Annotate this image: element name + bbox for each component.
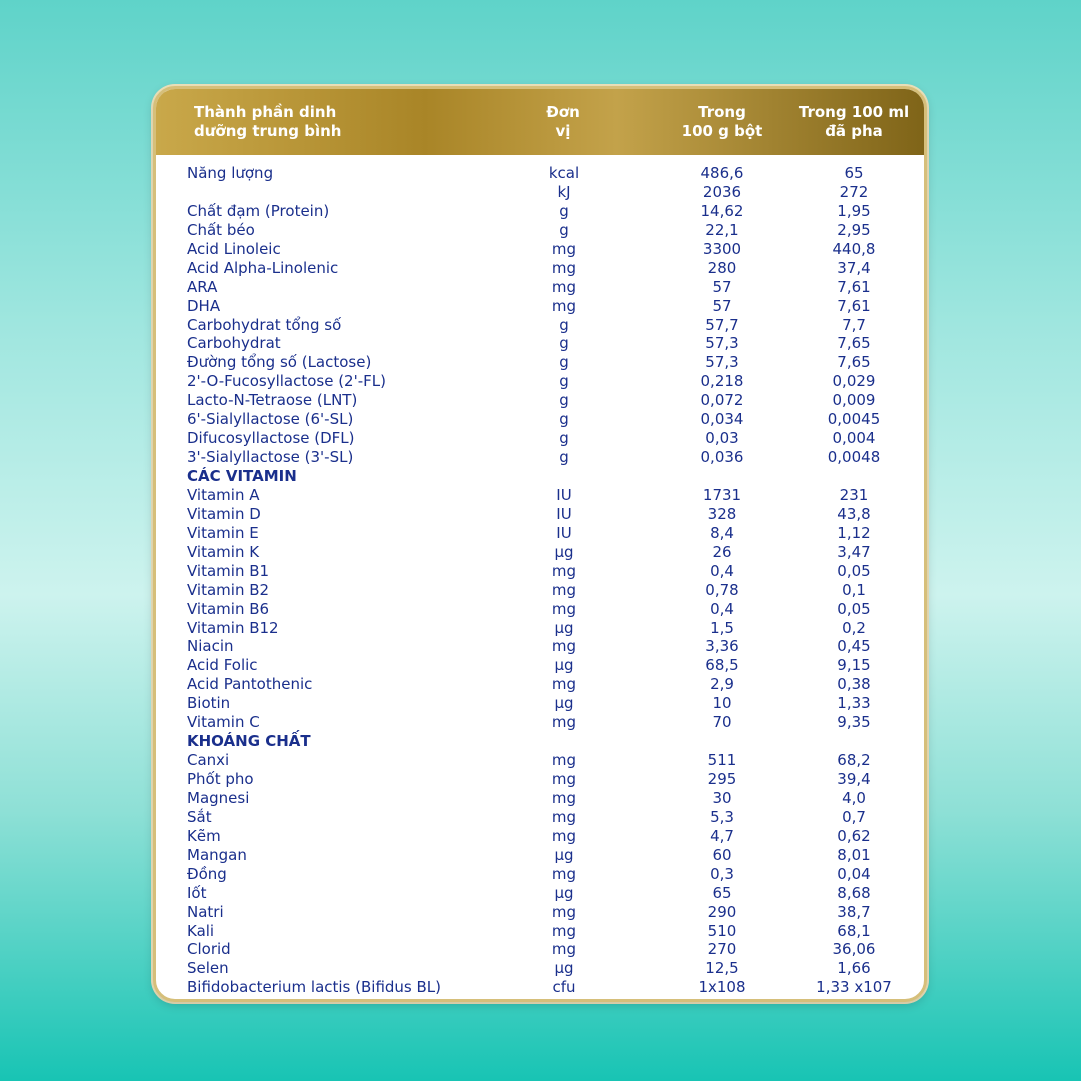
unit-cell: µg [554,694,574,713]
table-row [156,884,924,903]
table-row [156,429,924,448]
nutrient-name: 2'-O-Fucosyllactose (2'-FL) [187,372,386,391]
unit-cell: g [559,429,569,448]
per-100ml-cell: 7,61 [837,277,871,296]
header-per-100ml-line2: đã pha [825,122,883,140]
unit-cell: µg [554,883,574,902]
per-100ml-cell: 1,95 [837,201,871,220]
unit-cell: g [559,220,569,239]
unit-cell: g [559,315,569,334]
per-100g-cell: 60 [712,845,732,864]
per-100ml-cell: 68,2 [837,751,871,770]
per-100g-cell: 1x108 [698,978,746,997]
per-100ml-cell: 4,0 [842,788,866,807]
nutrient-name: Phốt pho [187,770,254,788]
table-row [156,353,924,372]
table-row [156,221,924,240]
nutrient-name: Vitamin E [187,523,259,542]
per-100g-cell: 65 [712,883,732,902]
per-100g-cell: 486,6 [700,164,744,182]
per-100g-cell: 5,3 [710,807,734,826]
per-100g-cell: 2036 [702,182,742,201]
per-100g-cell: 0,78 [705,580,739,599]
table-row [156,903,924,922]
per-100ml-cell: 0,1 [842,580,866,599]
unit-cell: mg [551,580,577,599]
unit-cell: mg [551,770,577,788]
unit-cell: mg [551,599,577,618]
table-row [156,808,924,827]
nutrient-name: 6'-Sialyllactose (6'-SL) [187,410,354,429]
per-100g-cell: 290 [707,902,737,921]
per-100g-cell: 510 [707,921,737,940]
unit-cell: IU [556,504,572,523]
nutrient-name: DHA [187,296,221,315]
table-row [156,846,924,865]
per-100ml-cell: 0,62 [837,826,871,845]
per-100ml-cell: 0,029 [832,372,876,391]
per-100g-cell: 2,9 [710,675,734,694]
table-row [156,316,924,335]
nutrient-name: Đường tổng số (Lactose) [187,353,372,372]
unit-cell: g [559,334,569,353]
per-100ml-cell: 9,35 [837,713,871,732]
nutrient-name: Đồng [187,864,227,883]
per-100g-cell: 30 [712,788,732,807]
unit-cell: µg [554,618,574,637]
nutrient-name: ARA [187,277,218,296]
header-unit-line2: vị [555,122,571,140]
per-100g-cell: 1731 [702,485,742,504]
nutrient-name: Acid Folic [187,656,258,675]
nutrition-table-card [153,86,927,1002]
unit-cell: IU [556,523,572,542]
per-100ml-cell: 8,68 [837,883,871,902]
nutrient-name: Acid Linoleic [187,239,281,258]
table-row [156,334,924,353]
nutrient-name: CÁC VITAMIN [187,467,297,485]
per-100ml-cell: 43,8 [837,504,871,523]
nutrient-name: Natri [187,902,224,921]
per-100ml-cell: 0,38 [837,675,871,694]
table-row [156,543,924,562]
table-row [156,486,924,505]
unit-cell: mg [551,239,577,258]
nutrient-name: Bifidobacterium lactis (Bifidus BL) [187,978,442,997]
per-100g-cell: 10 [712,694,732,713]
per-100g-cell: 0,036 [700,448,744,467]
table-row [156,770,924,789]
header-per-100ml [784,103,924,141]
per-100g-cell: 270 [707,940,737,959]
per-100g-cell: 12,5 [705,959,739,978]
per-100g-cell: 1,5 [710,618,734,637]
header-unit [533,103,593,141]
per-100g-cell: 280 [707,258,737,277]
per-100ml-cell: 0,0045 [827,410,881,429]
unit-cell: kJ [557,182,571,201]
table-row [156,865,924,884]
table-body [156,164,924,997]
nutrient-name: Vitamin A [187,485,260,504]
per-100ml-cell: 0,7 [842,807,866,826]
per-100ml-cell: 68,1 [837,921,871,940]
unit-cell: mg [551,675,577,694]
per-100g-cell: 0,034 [700,410,744,429]
per-100ml-cell: 37,4 [837,258,871,277]
table-row [156,675,924,694]
table-row [156,164,924,183]
unit-cell: mg [551,826,577,845]
unit-cell: g [559,353,569,372]
nutrient-name: Niacin [187,637,234,656]
table-row [156,562,924,581]
table-row [156,978,924,997]
table-row [156,524,924,543]
table-row [156,789,924,808]
per-100ml-cell: 7,65 [837,334,871,353]
per-100ml-cell: 7,61 [837,296,871,315]
per-100g-cell: 3300 [702,239,742,258]
nutrient-name: Vitamin B1 [187,561,270,580]
per-100ml-cell: 0,04 [837,864,871,883]
unit-cell: mg [551,940,577,959]
unit-cell: mg [551,277,577,296]
nutrient-name: Vitamin D [187,504,261,523]
nutrient-name: Carbohydrat tổng số [187,315,342,334]
per-100g-cell: 70 [712,713,732,732]
per-100ml-cell: 7,65 [837,353,871,372]
per-100ml-cell: 2,95 [837,220,871,239]
header-per-100g-line2: 100 g bột [681,122,763,140]
unit-cell: µg [554,656,574,675]
per-100ml-cell: 0,004 [832,429,876,448]
table-row [156,694,924,713]
per-100g-cell: 57 [712,277,732,296]
nutrient-name: Sắt [187,807,212,826]
per-100g-cell: 0,03 [705,429,739,448]
unit-cell: µg [554,845,574,864]
unit-cell: µg [554,959,574,978]
unit-cell: g [559,448,569,467]
unit-cell: mg [551,296,577,315]
per-100ml-cell: 0,2 [842,618,866,637]
unit-cell: mg [551,921,577,940]
header-unit-line1: Đơn [546,103,580,121]
per-100g-cell: 57 [712,296,732,315]
nutrient-name: Chất đạm (Protein) [187,201,330,220]
unit-cell: mg [551,713,577,732]
nutrient-name: Chất béo [187,220,255,239]
per-100g-cell: 57,7 [705,315,739,334]
table-row [156,751,924,770]
table-row [156,202,924,221]
table-row [156,372,924,391]
header-nutrient-name-line1: Thành phần dinh [194,103,337,121]
per-100g-cell: 295 [707,770,737,788]
per-100g-cell: 0,4 [710,561,734,580]
nutrient-name: 3'-Sialyllactose (3'-SL) [187,448,354,467]
table-row [156,183,924,202]
per-100ml-cell: 0,05 [837,561,871,580]
table-row [156,391,924,410]
nutrient-name: Năng lượng [187,164,274,182]
nutrient-name: Magnesi [187,788,250,807]
table-row [156,940,924,959]
per-100ml-cell: 36,06 [832,940,876,959]
unit-cell: g [559,410,569,429]
nutrient-name: Vitamin B6 [187,599,270,618]
table-row [156,259,924,278]
unit-cell: mg [551,637,577,656]
header-per-100ml-line1: Trong 100 ml [798,103,910,121]
per-100ml-cell: 3,47 [837,542,871,561]
per-100ml-cell: 0,009 [832,391,876,410]
per-100ml-cell: 38,7 [837,902,871,921]
per-100g-cell: 57,3 [705,334,739,353]
per-100g-cell: 26 [712,542,732,561]
nutrient-name: Biotin [187,694,231,713]
per-100ml-cell: 0,05 [837,599,871,618]
per-100g-cell: 511 [707,751,737,770]
table-header [156,89,924,155]
header-nutrient-name-line2: dưỡng trung bình [194,122,342,140]
per-100ml-cell: 1,66 [837,959,871,978]
per-100ml-cell: 440,8 [832,239,876,258]
unit-cell: cfu [552,978,576,997]
table-row [156,581,924,600]
nutrient-name: Selen [187,959,229,978]
per-100g-cell: 14,62 [700,201,744,220]
table-row [156,619,924,638]
per-100ml-cell: 7,7 [842,315,866,334]
per-100g-cell: 0,3 [710,864,734,883]
nutrient-name: Acid Pantothenic [187,675,313,694]
per-100g-cell: 4,7 [710,826,734,845]
unit-cell: mg [551,788,577,807]
section-heading-row [156,732,924,751]
per-100g-cell: 57,3 [705,353,739,372]
per-100ml-cell: 0,45 [837,637,871,656]
per-100g-cell: 0,218 [700,372,744,391]
per-100g-cell: 8,4 [710,523,734,542]
unit-cell: mg [551,561,577,580]
unit-cell: g [559,372,569,391]
table-row [156,959,924,978]
header-nutrient-name [194,103,341,141]
per-100g-cell: 0,072 [700,391,744,410]
unit-cell: g [559,391,569,410]
table-row [156,505,924,524]
table-row [156,713,924,732]
table-row [156,297,924,316]
per-100ml-cell: 1,33 x107 [816,978,892,997]
per-100g-cell: 68,5 [705,656,739,675]
unit-cell: kcal [548,164,580,182]
per-100ml-cell: 0,0048 [827,448,881,467]
nutrient-name: Lacto-N-Tetraose (LNT) [187,391,358,410]
nutrient-name: Canxi [187,751,230,770]
nutrient-name: Vitamin B2 [187,580,270,599]
nutrient-name: Carbohydrat [187,334,281,353]
per-100ml-cell: 272 [839,182,869,201]
table-row [156,410,924,429]
table-row [156,278,924,297]
unit-cell: µg [554,542,574,561]
unit-cell: IU [556,485,572,504]
nutrient-name: Kẽm [187,826,221,845]
nutrient-name: Vitamin K [187,542,260,561]
nutrient-name: Kali [187,921,215,940]
table-row [156,656,924,675]
nutrient-name: Mangan [187,845,247,864]
per-100ml-cell: 1,12 [837,523,871,542]
table-row [156,600,924,619]
table-row [156,448,924,467]
unit-cell: mg [551,864,577,883]
nutrient-name: Vitamin C [187,713,260,732]
table-row [156,240,924,259]
per-100g-cell: 328 [707,504,737,523]
per-100ml-cell: 8,01 [837,845,871,864]
unit-cell: mg [551,258,577,277]
unit-cell: mg [551,902,577,921]
unit-cell: mg [551,751,577,770]
section-heading-row [156,467,924,486]
per-100ml-cell: 231 [839,485,869,504]
per-100ml-cell: 65 [844,164,864,182]
per-100g-cell: 0,4 [710,599,734,618]
header-per-100g [662,103,782,141]
header-per-100g-line1: Trong [698,103,746,121]
table-row [156,637,924,656]
per-100g-cell: 22,1 [705,220,739,239]
nutrient-name: Acid Alpha-Linolenic [187,258,339,277]
per-100ml-cell: 9,15 [837,656,871,675]
nutrient-name: Iốt [187,883,207,902]
unit-cell: mg [551,807,577,826]
nutrient-name: KHOÁNG CHẤT [187,732,311,751]
nutrient-name: Clorid [187,940,231,959]
per-100g-cell: 3,36 [705,637,739,656]
table-row [156,827,924,846]
per-100ml-cell: 39,4 [837,770,871,788]
nutrient-name: Difucosyllactose (DFL) [187,429,355,448]
unit-cell: g [559,201,569,220]
per-100ml-cell: 1,33 [837,694,871,713]
nutrient-name: Vitamin B12 [187,618,279,637]
table-row [156,922,924,941]
